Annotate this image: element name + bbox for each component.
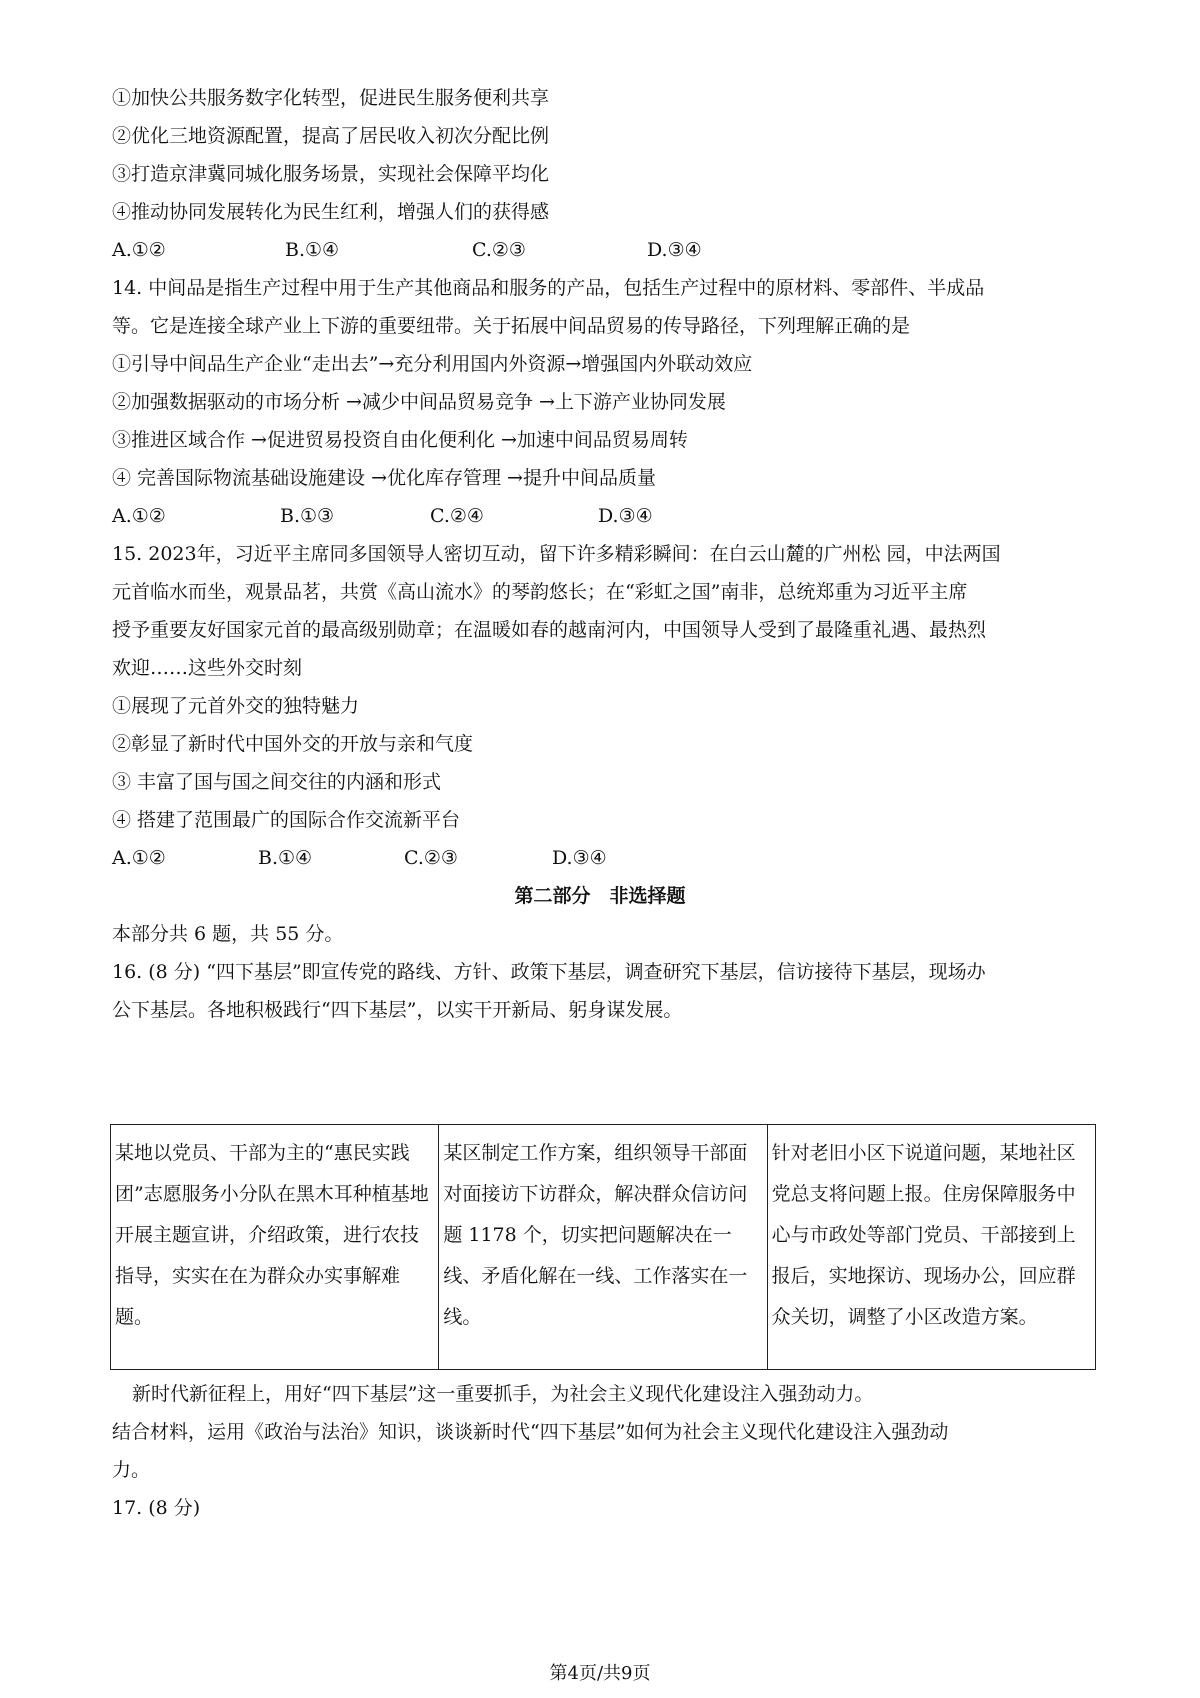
part2-intro: 本部分共 6 题，共 55 分。 (112, 923, 344, 945)
q14-option-a: A.①② (112, 505, 166, 527)
q15-option-c: C.②③ (404, 847, 458, 869)
q16-after-line-3: 力。 (112, 1459, 151, 1481)
q15-option-d: D.③④ (552, 847, 607, 869)
q15-stem-line-1: 15. 2023年，习近平主席同多国领导人密切互动，留下许多精彩瞬间：在白云山麓的广州松 园，中法两国 (112, 543, 1001, 565)
q13-option-c: C.②③ (472, 239, 526, 261)
q13-option-d: D.③④ (647, 239, 702, 261)
q13-item-4: ④推动协同发展转化为民生红利，增强人们的获得感 (112, 201, 550, 223)
q16-material-cell-3: 针对老旧小区下说道问题，某地社区党总支将问题上报。住房保障服务中心与市政处等部门党员、干部接到上报后，实地探访、现场办公，回应群众关切，调整了小区改造方案。 (767, 1125, 1095, 1370)
q16-material-cell-2: 某区制定工作方案，组织领导干部面对面接访下访群众，解决群众信访问题 1178 个，切实把问题解决在一线、矛盾化解在一线、工作落实在一线。 (439, 1125, 767, 1370)
page-number: 第4页/共9页 (549, 1663, 651, 1684)
q13-option-a: A.①② (112, 239, 166, 261)
q14-option-c: C.②④ (430, 505, 484, 527)
q13-option-b: B.①④ (285, 239, 340, 261)
table-row (111, 1125, 1096, 1370)
q16-stem-line-1: 16. (8 分) “四下基层”即宣传党的路线、方针、政策下基层，调查研究下基层，信访接待下基层，现场办 (112, 961, 986, 983)
part2-heading: 第二部分 非选择题 (514, 885, 686, 907)
q14-stem-line-2: 等。它是连接全球产业上下游的重要纽带。关于拓展中间品贸易的传导路径，下列理解正确的是 (112, 315, 911, 337)
q16-after-line-2: 结合材料，运用《政治与法治》知识，谈谈新时代“四下基层”如何为社会主义现代化建设注入强劲动 (112, 1421, 949, 1443)
q14-item-4: ④ 完善国际物流基础设施建设 →优化库存管理 →提升中间品质量 (112, 467, 656, 489)
q13-item-1: ①加快公共服务数字化转型，促进民生服务便利共享 (112, 87, 550, 109)
q13-item-3: ③打造京津冀同城化服务场景，实现社会保障平均化 (112, 163, 550, 185)
q15-item-1: ①展现了元首外交的独特魅力 (112, 695, 360, 717)
q16-after-line-1: 新时代新征程上，用好“四下基层”这一重要抓手，为社会主义现代化建设注入强劲动力。 (132, 1383, 874, 1405)
q15-option-a: A.①② (112, 847, 166, 869)
q13-item-2: ②优化三地资源配置，提高了居民收入初次分配比例 (112, 125, 550, 147)
q14-option-d: D.③④ (598, 505, 653, 527)
q14-item-1: ①引导中间品生产企业“走出去”→充分利用国内外资源→增强国内外联动效应 (112, 353, 753, 375)
q15-item-2: ②彰显了新时代中国外交的开放与亲和气度 (112, 733, 474, 755)
q15-item-4: ④ 搭建了范围最广的国际合作交流新平台 (112, 809, 461, 831)
q14-item-2: ②加强数据驱动的市场分析 →减少中间品贸易竞争 →上下游产业协同发展 (112, 391, 726, 413)
q14-item-3: ③推进区域合作 →促进贸易投资自由化便利化 →加速中间品贸易周转 (112, 429, 688, 451)
q15-stem-line-2: 元首临水而坐，观景品茗，共赏《高山流水》的琴韵悠长；在“彩虹之国”南非，总统郑重为习近平主席 (112, 581, 968, 603)
q14-stem-line-1: 14. 中间品是指生产过程中用于生产其他商品和服务的产品，包括生产过程中的原材料、零部件、半成品 (112, 277, 985, 299)
q16-material-table (110, 1124, 1096, 1370)
q15-stem-line-3: 授予重要友好国家元首的最高级别勋章；在温暖如春的越南河内，中国领导人受到了最隆重礼遇、最热烈 (112, 619, 987, 641)
q15-item-3: ③ 丰富了国与国之间交往的内涵和形式 (112, 771, 442, 793)
q15-stem-line-4: 欢迎……这些外交时刻 (112, 657, 303, 679)
q17-stem: 17. (8 分) (112, 1497, 201, 1519)
q15-option-b: B.①④ (258, 847, 313, 869)
q16-material-cell-1: 某地以党员、干部为主的“惠民实践团”志愿服务小分队在黑木耳种植基地开展主题宣讲，介绍政策，进行农技指导，实实在在为群众办实事解难题。 (111, 1125, 439, 1370)
q16-stem-line-2: 公下基层。各地积极践行“四下基层”，以实干开新局、躬身谋发展。 (112, 999, 683, 1021)
q14-option-b: B.①③ (280, 505, 335, 527)
